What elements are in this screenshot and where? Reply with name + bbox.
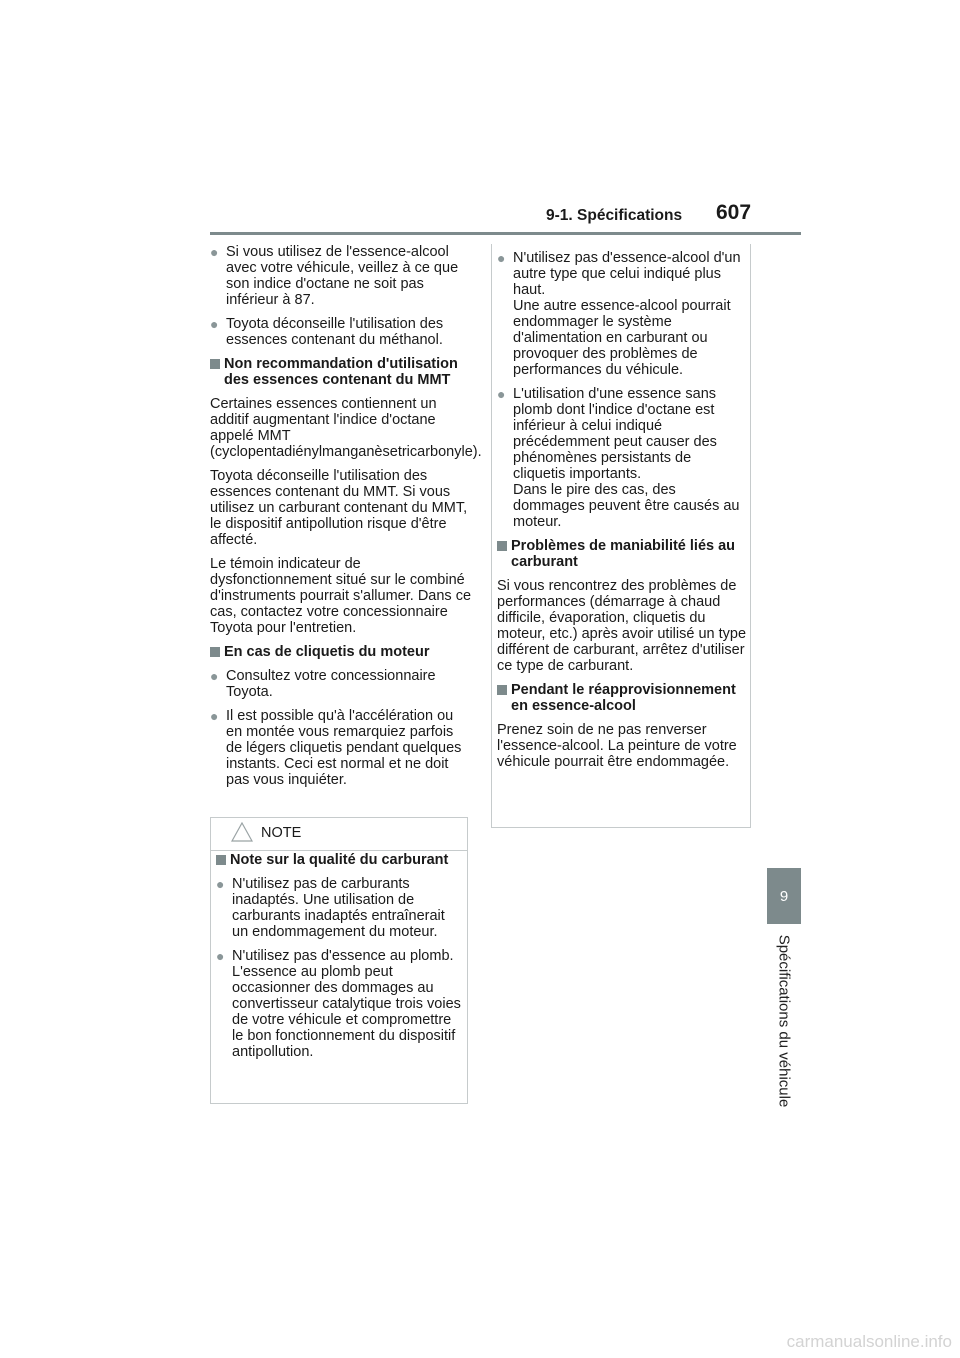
list-item-text: L'essence au plomb peut occasionner des dommages au convertisseur catalytique trois voies de votre véhicule et compromettre le bon fonctionnement du dispositif antipollution. — [232, 964, 461, 1060]
square-bullet-icon — [210, 359, 220, 369]
left-column — [210, 244, 482, 796]
square-bullet-icon — [497, 685, 507, 695]
note-continued-box — [491, 244, 751, 828]
bullet-icon: ● — [497, 250, 506, 266]
chapter-label: Spécifications du véhicule — [775, 934, 793, 1108]
warning-triangle-icon — [231, 822, 253, 842]
page-number: 607 — [716, 201, 752, 224]
paragraph: Toyota déconseille l'utilisation des essences contenant du MMT. Si vous utilisez un carburant contenant du MMT, le dispositif antipollution risque d'être affecté. — [210, 468, 468, 548]
list-item — [210, 316, 472, 348]
paragraph: Certaines essences contiennent un additif augmentant l'indice d'octane appelé MMT (cyclopentadiénylmanganèsetricarbonyle). — [210, 396, 482, 460]
chapter-number: 9 — [779, 887, 789, 905]
subheading-refueling — [497, 682, 747, 714]
list-item — [216, 948, 464, 1060]
subheading-mmt — [210, 356, 472, 388]
list-item-text: N'utilisez pas d'essence au plomb. — [232, 948, 454, 964]
note-continued-body — [492, 250, 752, 778]
bullet-icon: ● — [216, 948, 225, 964]
bullet-icon: ● — [210, 668, 219, 684]
list-item — [497, 386, 747, 530]
list-item-text: Toyota déconseille l'utilisation des essences contenant du méthanol. — [226, 316, 444, 348]
list-item-text: Une autre essence-alcool pourrait endommager le système d'alimentation en carburant ou provoquer des problèmes de performances du véhicule. — [513, 298, 731, 378]
subheading-text: Note sur la qualité du carburant — [230, 852, 449, 868]
list-item — [210, 708, 472, 788]
list-item-text: N'utilisez pas de carburants inadaptés. Une utilisation de carburants inadaptés entraînerait un endommagement du moteur. — [232, 876, 445, 940]
list-item-text: N'utilisez pas d'essence-alcool d'un autre type que celui indiqué plus haut. — [513, 250, 741, 298]
subheading-text: Non recommandation d'utilisation des essences contenant du MMT — [224, 356, 458, 388]
header-divider — [210, 232, 801, 235]
note-subheading — [216, 852, 464, 868]
list-item — [210, 244, 472, 308]
subheading-drivability — [497, 538, 747, 570]
list-item-text: Dans le pire des cas, des dommages peuvent être causés au moteur. — [513, 482, 740, 530]
note-title: NOTE — [261, 825, 302, 841]
bullet-icon: ● — [216, 876, 225, 892]
bullet-icon: ● — [210, 316, 219, 332]
list-item — [210, 668, 472, 700]
subheading-knock — [210, 644, 472, 660]
list-item-text: Si vous utilisez de l'essence-alcool avec votre véhicule, veillez à ce que son indice d'octane ne soit pas inférieur à 87. — [226, 244, 459, 308]
note-box — [210, 817, 468, 1104]
square-bullet-icon — [210, 647, 220, 657]
section-title: 9-1. Spécifications — [546, 207, 683, 224]
note-header — [211, 818, 467, 851]
bullet-icon: ● — [210, 708, 219, 724]
note-body — [211, 852, 469, 1068]
watermark: carmanualsonline.info — [786, 1332, 952, 1351]
list-item-text: L'utilisation d'une essence sans plomb dont l'indice d'octane est inférieur à celui indiqué précédemment peut causer des phénomènes persistants de cliquetis importants. — [513, 386, 717, 482]
square-bullet-icon — [216, 855, 226, 865]
paragraph: Le témoin indicateur de dysfonctionnement situé sur le combiné d'instruments pourrait s'allumer. Dans ce cas, contactez votre concessionnaire Toyota pour l'entretien. — [210, 556, 472, 636]
bullet-icon: ● — [210, 244, 219, 260]
bullet-icon: ● — [497, 386, 506, 402]
subheading-text: En cas de cliquetis du moteur — [224, 644, 430, 660]
paragraph: Si vous rencontrez des problèmes de performances (démarrage à chaud difficile, évaporation, cliquetis du moteur, etc.) après avoir utilisé un type différent de carburant, arrêtez d'utiliser ce type de carburant. — [497, 578, 747, 674]
list-item-text: Il est possible qu'à l'accélération ou en montée vous remarquiez parfois de légers cliquetis pendant quelques instants. Ceci est normal et ne doit pas vous inquiéter. — [226, 708, 462, 788]
paragraph: Prenez soin de ne pas renverser l'essence-alcool. La peinture de votre véhicule pourrait être endommagée. — [497, 722, 737, 770]
subheading-text: Problèmes de maniabilité liés au carburant — [511, 538, 736, 570]
list-item-text: Consultez votre concessionnaire Toyota. — [226, 668, 436, 700]
square-bullet-icon — [497, 541, 507, 551]
list-item — [497, 250, 747, 378]
subheading-text: Pendant le réapprovisionnement en essence-alcool — [511, 682, 736, 714]
list-item — [216, 876, 464, 940]
